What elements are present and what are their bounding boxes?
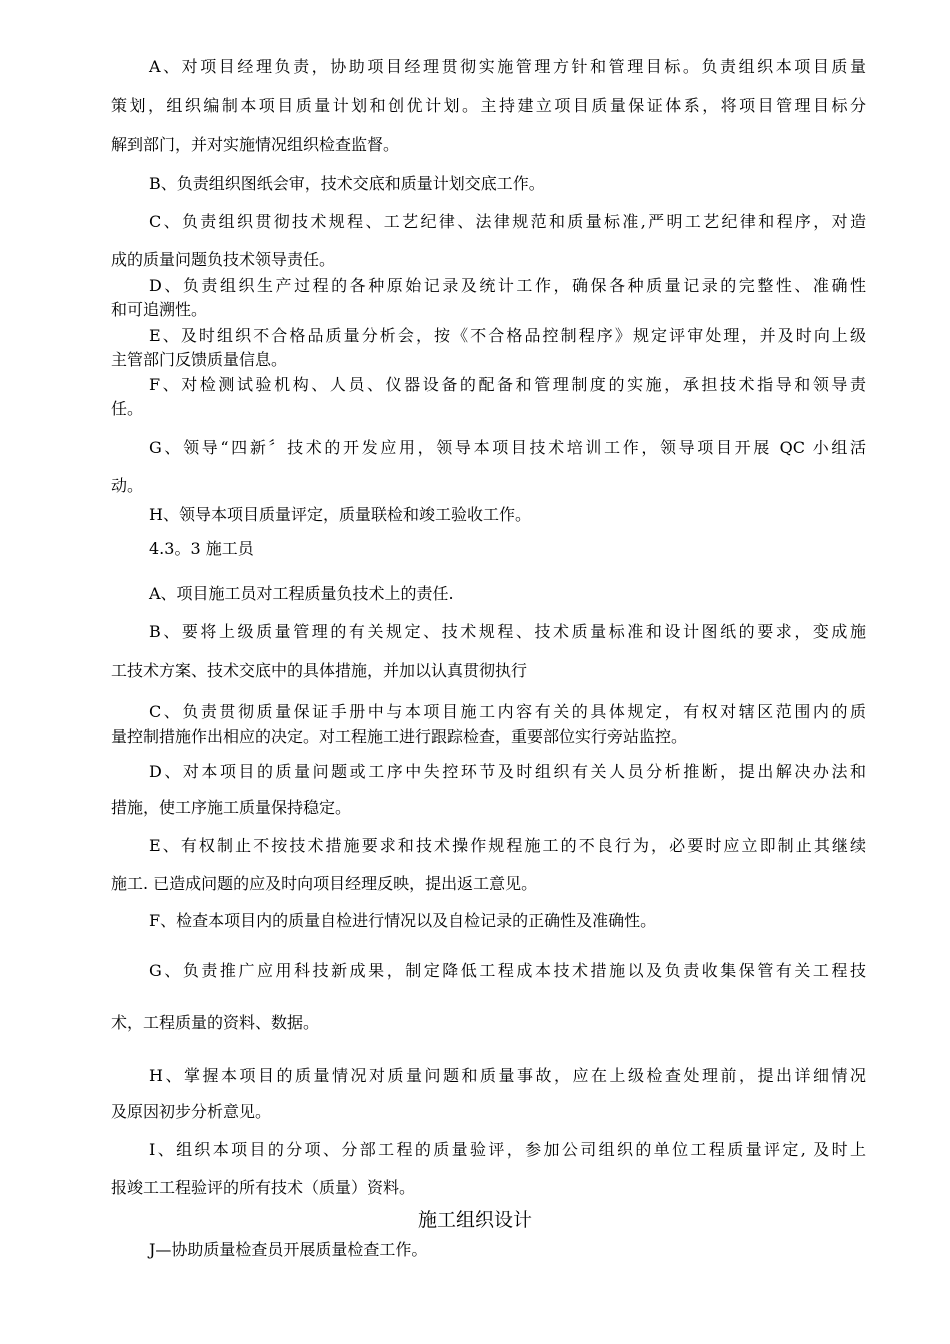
paragraph-line: H、领导本项目质量评定，质量联检和竣工验收工作。 [149, 505, 531, 524]
paragraph-line: F、检查本项目内的质量自检进行情况以及自检记录的正确性及准确性。 [149, 911, 657, 930]
paragraph-line: D、负责组织生产过程的各种原始记录及统计工作，确保各种质量记录的完整性、准确性 [149, 276, 866, 295]
paragraph-line: 工技术方案、技术交底中的具体措施，并加以认真贯彻执行 [111, 661, 528, 680]
paragraph-line: B、要将上级质量管理的有关规定、技术规程、技术质量标准和设计图纸的要求，变成施 [149, 622, 866, 641]
paragraph-line: B、负责组织图纸会审，技术交底和质量计划交底工作。 [149, 174, 545, 193]
paragraph-line: H、掌握本项目的质量情况对质量问题和质量事故，应在上级检查处理前，提出详细情况 [149, 1066, 866, 1085]
section-heading: 4.3。3 施工员 [149, 539, 254, 558]
paragraph-line: C、负责组织贯彻技术规程、工艺纪律、法律规范和质量标准,严明工艺纪律和程序，对造 [149, 212, 866, 231]
paragraph-line: F、对检测试验机构、人员、仪器设备的配备和管理制度的实施，承担技术指导和领导责 [149, 375, 866, 394]
paragraph-line: I、组织本项目的分项、分部工程的质量验评，参加公司组织的单位工程质量评定, 及时上 [149, 1140, 866, 1159]
paragraph-line: 解到部门，并对实施情况组织检查监督。 [111, 135, 400, 154]
footer-title: 施工组织设计 [417, 1209, 532, 1231]
paragraph-line: 术，工程质量的资料、数据。 [111, 1013, 320, 1032]
paragraph-line: 成的质量问题负技术领导责任。 [111, 250, 336, 269]
paragraph-line: G、负责推广应用科技新成果，制定降低工程成本技术措施以及负责收集保管有关工程技 [149, 961, 866, 980]
paragraph-line: 报竣工工程验评的所有技术（质量）资料。 [111, 1178, 416, 1197]
paragraph-line: 动。 [111, 476, 144, 495]
paragraph-line: 施工. 已造成问题的应及时向项目经理反映，提出返工意见。 [111, 874, 538, 893]
paragraph-line: A、项目施工员对工程质量负技术上的责任. [149, 584, 454, 603]
paragraph-line: E、及时组织不合格品质量分析会，按《不合格品控制程序》规定评审处理，并及时向上级 [149, 326, 866, 345]
paragraph-line: G、领导“四新〞技术的开发应用，领导本项目技术培训工作，领导项目开展 QC 小组活 [149, 438, 866, 457]
paragraph-line: 及原因初步分析意见。 [111, 1102, 272, 1121]
paragraph-line: D、对本项目的质量问题或工序中失控环节及时组织有关人员分析推断，提出解决办法和 [149, 762, 866, 781]
paragraph-line: E、有权制止不按技术措施要求和技术操作规程施工的不良行为，必要时应立即制止其继续 [149, 836, 866, 855]
paragraph-line: 策划，组织编制本项目质量计划和创优计划。主持建立项目质量保证体系，将项目管理目标分 [111, 96, 866, 115]
paragraph-line: C、负责贯彻质量保证手册中与本项目施工内容有关的具体规定，有权对辖区范围内的质 [149, 702, 866, 721]
paragraph-line: 和可追溯性。 [111, 300, 208, 319]
paragraph-line: 措施，使工序施工质量保持稳定。 [111, 798, 352, 817]
paragraph-line: 主管部门反馈质量信息。 [111, 350, 288, 369]
paragraph-line: A、对项目经理负责，协助项目经理贯彻实施管理方针和管理目标。负责组织本项目质量 [149, 57, 866, 76]
paragraph-line: J—协助质量检查员开展质量检查工作。 [149, 1240, 428, 1259]
paragraph-line: 任。 [111, 399, 144, 418]
paragraph-line: 量控制措施作出相应的决定。对工程施工进行跟踪检查，重要部位实行旁站监控。 [111, 727, 688, 746]
